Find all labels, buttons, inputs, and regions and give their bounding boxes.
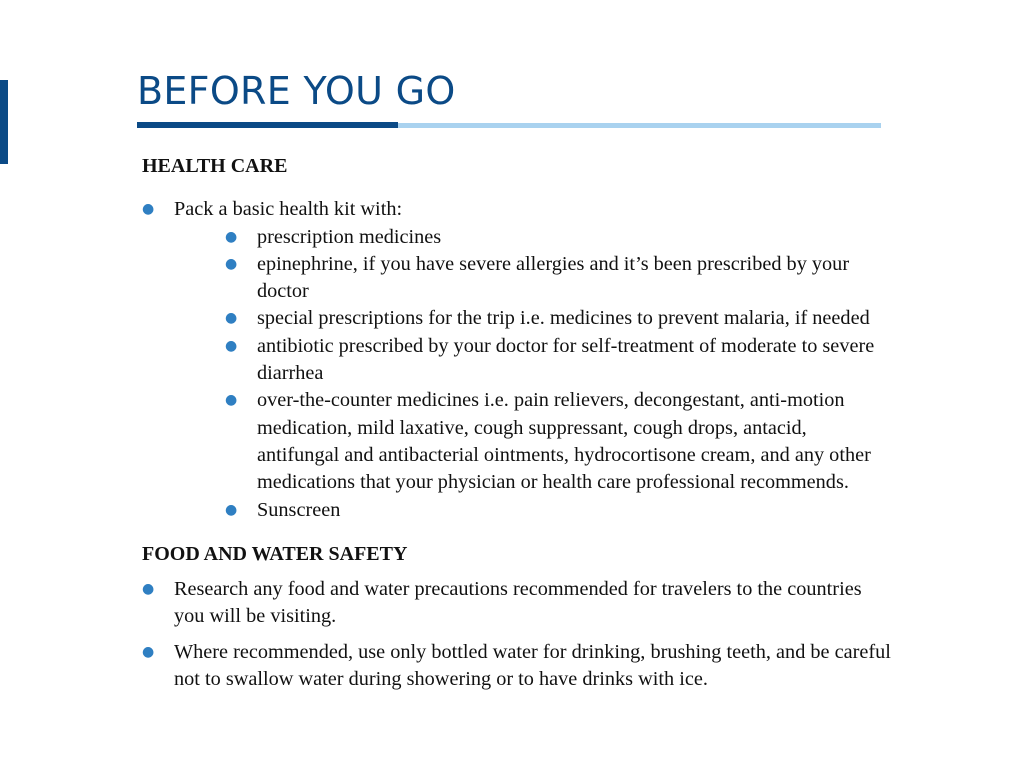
sublist-item <box>225 333 892 388</box>
title-underline-light <box>398 123 881 128</box>
bullet-dot-icon: ● <box>225 255 238 272</box>
bullet-dot-icon: ● <box>142 643 155 660</box>
sublist-item <box>225 224 892 251</box>
sublist-item-text: epinephrine, if you have severe allergies and it’s been prescribed by your doctor <box>257 252 850 303</box>
bullet-dot-icon: ● <box>225 337 238 354</box>
sublist-item <box>225 305 892 332</box>
sublist-item-text: Sunscreen <box>257 498 341 521</box>
food-water-list <box>142 576 892 693</box>
list-item-text: Pack a basic health kit with: <box>174 198 403 221</box>
sublist-item <box>225 251 892 306</box>
sublist-item <box>225 497 892 524</box>
list-item <box>142 196 892 524</box>
slide-title: BEFORE YOU GO <box>137 69 456 113</box>
health-care-list <box>142 196 892 524</box>
list-item-text: Where recommended, use only bottled water for drinking, brushing teeth, and be careful not to swallow water during showering or to have drinks with ice. <box>174 640 891 691</box>
bullet-dot-icon: ● <box>142 581 155 598</box>
title-underline-dark <box>137 122 398 128</box>
health-kit-sublist <box>225 224 892 524</box>
sublist-item-text: antibiotic prescribed by your doctor for self-treatment of moderate to severe diarrhea <box>257 334 875 385</box>
section-heading-health-care: HEALTH CARE <box>142 155 288 177</box>
sublist-item-text: prescription medicines <box>257 225 442 248</box>
bullet-dot-icon: ● <box>225 392 238 409</box>
bullet-dot-icon: ● <box>225 501 238 518</box>
bullet-dot-icon: ● <box>142 201 155 218</box>
list-item <box>142 576 892 631</box>
sublist-item-text: over-the-counter medicines i.e. pain relievers, decongestant, anti-motion medication, mild laxative, cough suppressant, cough drops, antacid, antifungal and antibacterial ointments, hydrocortisone cream, and any other medications that your physician or health care professional recommends. <box>257 389 871 494</box>
list-item-text: Research any food and water precautions recommended for travelers to the countries you will be visiting. <box>174 578 862 628</box>
sublist-item <box>225 387 892 496</box>
bullet-dot-icon: ● <box>225 310 238 327</box>
list-item <box>142 639 892 694</box>
sublist-item-text: special prescriptions for the trip i.e. medicines to prevent malaria, if needed <box>257 307 870 330</box>
slide-body <box>142 150 892 693</box>
section-heading-food-water-safety: FOOD AND WATER SAFETY <box>142 542 408 565</box>
left-accent-bar <box>0 80 8 164</box>
title-underline <box>137 122 881 128</box>
bullet-dot-icon: ● <box>225 228 238 245</box>
